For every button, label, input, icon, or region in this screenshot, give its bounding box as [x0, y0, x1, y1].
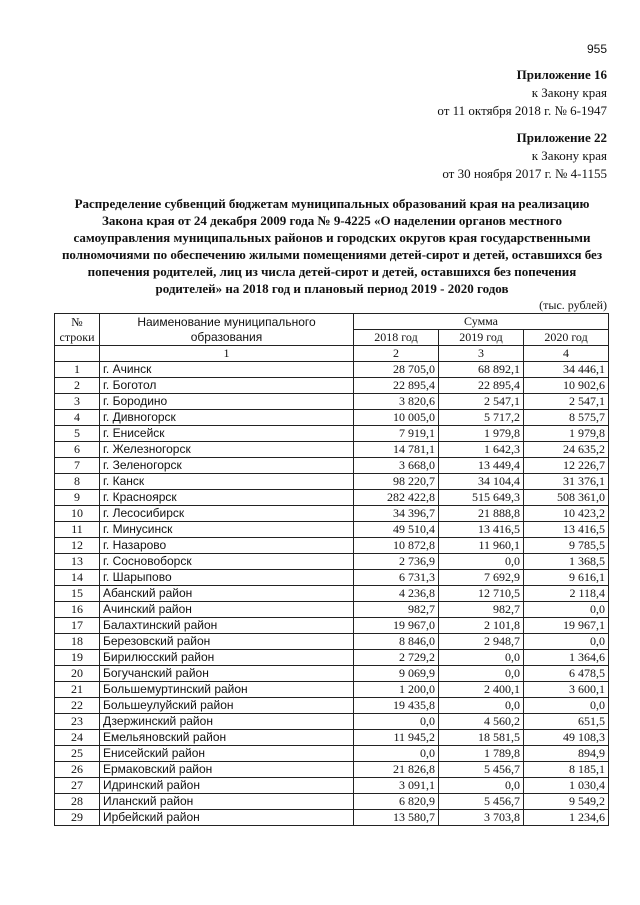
- municipality-name-cell: г. Минусинск: [100, 522, 354, 538]
- amount-2019-cell: 7 692,9: [439, 570, 524, 586]
- amount-2018-cell: 4 236,8: [354, 586, 439, 602]
- header-year-2018: 2018 год: [354, 330, 439, 346]
- amount-2018-cell: 13 580,7: [354, 810, 439, 826]
- header-sum: Сумма: [354, 314, 609, 330]
- amount-2018-cell: 10 872,8: [354, 538, 439, 554]
- table-row: [55, 506, 609, 522]
- amount-2020-cell: 3 600,1: [524, 682, 609, 698]
- amount-2019-cell: 34 104,4: [439, 474, 524, 490]
- header-row-number-line2: строки: [59, 329, 95, 344]
- amount-2018-cell: 6 820,9: [354, 794, 439, 810]
- table-row: [55, 442, 609, 458]
- municipality-name-cell: г. Красноярск: [100, 490, 354, 506]
- row-number-cell: 21: [55, 682, 100, 698]
- amount-2020-cell: 24 635,2: [524, 442, 609, 458]
- table-row: [55, 538, 609, 554]
- row-number-cell: 7: [55, 458, 100, 474]
- amount-2018-cell: 21 826,8: [354, 762, 439, 778]
- amount-2020-cell: 0,0: [524, 634, 609, 650]
- amount-2020-cell: 8 575,7: [524, 410, 609, 426]
- amount-2018-cell: 11 945,2: [354, 730, 439, 746]
- row-number-cell: 24: [55, 730, 100, 746]
- row-number-cell: 9: [55, 490, 100, 506]
- amount-2019-cell: 0,0: [439, 554, 524, 570]
- municipality-name-cell: г. Сосновоборск: [100, 554, 354, 570]
- units-label: (тыс. рублей): [539, 298, 607, 312]
- amount-2019-cell: 2 101,8: [439, 618, 524, 634]
- amount-2020-cell: 1 368,5: [524, 554, 609, 570]
- amount-2018-cell: 98 220,7: [354, 474, 439, 490]
- table-row: [55, 650, 609, 666]
- row-number-cell: 19: [55, 650, 100, 666]
- amount-2018-cell: 9 069,9: [354, 666, 439, 682]
- amount-2019-cell: 5 456,7: [439, 794, 524, 810]
- amount-2018-cell: 49 510,4: [354, 522, 439, 538]
- amount-2019-cell: 3 703,8: [439, 810, 524, 826]
- table-row: [55, 490, 609, 506]
- row-number-cell: 11: [55, 522, 100, 538]
- amount-2018-cell: 6 731,3: [354, 570, 439, 586]
- appendix-22-line1: к Закону края: [531, 148, 607, 163]
- amount-2018-cell: 2 736,9: [354, 554, 439, 570]
- municipality-name-cell: Иланский район: [100, 794, 354, 810]
- amount-2018-cell: 28 705,0: [354, 362, 439, 378]
- row-number-cell: 13: [55, 554, 100, 570]
- amount-2020-cell: 6 478,5: [524, 666, 609, 682]
- table-body: [55, 362, 609, 826]
- appendix-16-line1: к Закону края: [531, 85, 607, 100]
- column-index-3: 3: [439, 346, 524, 362]
- municipality-name-cell: Ирбейский район: [100, 810, 354, 826]
- column-index-empty: [55, 346, 100, 362]
- municipality-name-cell: г. Бородино: [100, 394, 354, 410]
- row-number-cell: 27: [55, 778, 100, 794]
- table-row: [55, 570, 609, 586]
- table-row: [55, 410, 609, 426]
- amount-2020-cell: 49 108,3: [524, 730, 609, 746]
- table-row: [55, 730, 609, 746]
- amount-2019-cell: 13 449,4: [439, 458, 524, 474]
- amount-2018-cell: 22 895,4: [354, 378, 439, 394]
- table-row: [55, 698, 609, 714]
- amount-2018-cell: 3 091,1: [354, 778, 439, 794]
- subsidy-table: [54, 313, 609, 826]
- amount-2018-cell: 19 435,8: [354, 698, 439, 714]
- header-year-2019: 2019 год: [439, 330, 524, 346]
- row-number-cell: 14: [55, 570, 100, 586]
- table-row: [55, 554, 609, 570]
- amount-2020-cell: 34 446,1: [524, 362, 609, 378]
- table-header-row: [55, 314, 609, 330]
- amount-2020-cell: 0,0: [524, 602, 609, 618]
- amount-2018-cell: 0,0: [354, 714, 439, 730]
- amount-2018-cell: 19 967,0: [354, 618, 439, 634]
- table-row: [55, 602, 609, 618]
- row-number-cell: 20: [55, 666, 100, 682]
- amount-2020-cell: 0,0: [524, 698, 609, 714]
- amount-2020-cell: 1 364,6: [524, 650, 609, 666]
- header-row-number-line1: №: [71, 314, 83, 329]
- row-number-cell: 15: [55, 586, 100, 602]
- amount-2019-cell: 5 456,7: [439, 762, 524, 778]
- appendix-16-line2: от 11 октября 2018 г. № 6-1947: [437, 103, 607, 118]
- table-row: [55, 474, 609, 490]
- amount-2018-cell: 982,7: [354, 602, 439, 618]
- municipality-name-cell: г. Шарыпово: [100, 570, 354, 586]
- amount-2019-cell: 4 560,2: [439, 714, 524, 730]
- amount-2019-cell: 5 717,2: [439, 410, 524, 426]
- amount-2020-cell: 9 549,2: [524, 794, 609, 810]
- amount-2018-cell: 10 005,0: [354, 410, 439, 426]
- amount-2018-cell: 34 396,7: [354, 506, 439, 522]
- amount-2020-cell: 2 118,4: [524, 586, 609, 602]
- municipality-name-cell: Большеулуйский район: [100, 698, 354, 714]
- appendix-22-title: Приложение 22: [516, 130, 607, 145]
- amount-2019-cell: 1 789,8: [439, 746, 524, 762]
- table-row: [55, 586, 609, 602]
- appendix-16-title: Приложение 16: [516, 67, 607, 82]
- amount-2018-cell: 8 846,0: [354, 634, 439, 650]
- row-number-cell: 16: [55, 602, 100, 618]
- amount-2019-cell: 21 888,8: [439, 506, 524, 522]
- amount-2018-cell: 1 200,0: [354, 682, 439, 698]
- municipality-name-cell: Бирилюсский район: [100, 650, 354, 666]
- municipality-name-cell: Абанский район: [100, 586, 354, 602]
- table-row: [55, 682, 609, 698]
- municipality-name-cell: Ачинский район: [100, 602, 354, 618]
- amount-2018-cell: 3 668,0: [354, 458, 439, 474]
- municipality-name-cell: Балахтинский район: [100, 618, 354, 634]
- amount-2020-cell: 1 979,8: [524, 426, 609, 442]
- row-number-cell: 17: [55, 618, 100, 634]
- municipality-name-cell: Ермаковский район: [100, 762, 354, 778]
- row-number-cell: 29: [55, 810, 100, 826]
- column-index-4: 4: [524, 346, 609, 362]
- column-index-1: 1: [100, 346, 354, 362]
- amount-2019-cell: 982,7: [439, 602, 524, 618]
- amount-2020-cell: 9 616,1: [524, 570, 609, 586]
- amount-2019-cell: 68 892,1: [439, 362, 524, 378]
- amount-2020-cell: 12 226,7: [524, 458, 609, 474]
- municipality-name-cell: Богучанский район: [100, 666, 354, 682]
- row-number-cell: 1: [55, 362, 100, 378]
- municipality-name-cell: Большемуртинский район: [100, 682, 354, 698]
- municipality-name-cell: г. Дивногорск: [100, 410, 354, 426]
- municipality-name-cell: г. Канск: [100, 474, 354, 490]
- row-number-cell: 5: [55, 426, 100, 442]
- amount-2019-cell: 13 416,5: [439, 522, 524, 538]
- row-number-cell: 28: [55, 794, 100, 810]
- amount-2018-cell: 2 729,2: [354, 650, 439, 666]
- appendix-22-block: [442, 129, 607, 183]
- municipality-name-cell: г. Лесосибирск: [100, 506, 354, 522]
- amount-2020-cell: 9 785,5: [524, 538, 609, 554]
- municipality-name-cell: г. Боготол: [100, 378, 354, 394]
- table-row: [55, 778, 609, 794]
- amount-2019-cell: 12 710,5: [439, 586, 524, 602]
- municipality-name-cell: г. Назарово: [100, 538, 354, 554]
- amount-2020-cell: 894,9: [524, 746, 609, 762]
- appendix-22-line2: от 30 ноября 2017 г. № 4-1155: [442, 166, 607, 181]
- table-row: [55, 762, 609, 778]
- amount-2020-cell: 2 547,1: [524, 394, 609, 410]
- municipality-name-cell: Березовский район: [100, 634, 354, 650]
- row-number-cell: 10: [55, 506, 100, 522]
- table-column-index-row: [55, 346, 609, 362]
- amount-2020-cell: 10 902,6: [524, 378, 609, 394]
- amount-2019-cell: 515 649,3: [439, 490, 524, 506]
- page-number: 955: [586, 42, 607, 56]
- amount-2020-cell: 8 185,1: [524, 762, 609, 778]
- municipality-name-cell: г. Железногорск: [100, 442, 354, 458]
- row-number-cell: 26: [55, 762, 100, 778]
- header-row-number: [55, 314, 100, 346]
- amount-2018-cell: 282 422,8: [354, 490, 439, 506]
- municipality-name-cell: г. Зеленогорск: [100, 458, 354, 474]
- amount-2019-cell: 2 948,7: [439, 634, 524, 650]
- amount-2019-cell: 1 979,8: [439, 426, 524, 442]
- amount-2020-cell: 1 030,4: [524, 778, 609, 794]
- row-number-cell: 8: [55, 474, 100, 490]
- header-year-2020: 2020 год: [524, 330, 609, 346]
- row-number-cell: 23: [55, 714, 100, 730]
- amount-2019-cell: 0,0: [439, 698, 524, 714]
- amount-2019-cell: 22 895,4: [439, 378, 524, 394]
- amount-2018-cell: 7 919,1: [354, 426, 439, 442]
- table-row: [55, 714, 609, 730]
- amount-2020-cell: 10 423,2: [524, 506, 609, 522]
- municipality-name-cell: г. Ачинск: [100, 362, 354, 378]
- table-row: [55, 746, 609, 762]
- amount-2019-cell: 2 400,1: [439, 682, 524, 698]
- municipality-name-cell: Дзержинский район: [100, 714, 354, 730]
- amount-2020-cell: 13 416,5: [524, 522, 609, 538]
- municipality-name-cell: г. Енисейск: [100, 426, 354, 442]
- table-row: [55, 634, 609, 650]
- table-row: [55, 458, 609, 474]
- table-row: [55, 426, 609, 442]
- amount-2019-cell: 11 960,1: [439, 538, 524, 554]
- table-row: [55, 618, 609, 634]
- header-name-line2: образования: [190, 329, 263, 344]
- table-row: [55, 794, 609, 810]
- amount-2019-cell: 0,0: [439, 650, 524, 666]
- table-row: [55, 378, 609, 394]
- table-row: [55, 810, 609, 826]
- amount-2020-cell: 1 234,6: [524, 810, 609, 826]
- amount-2018-cell: 3 820,6: [354, 394, 439, 410]
- amount-2019-cell: 18 581,5: [439, 730, 524, 746]
- amount-2019-cell: 1 642,3: [439, 442, 524, 458]
- table-row: [55, 666, 609, 682]
- table-row: [55, 522, 609, 538]
- row-number-cell: 18: [55, 634, 100, 650]
- amount-2019-cell: 2 547,1: [439, 394, 524, 410]
- appendix-16-block: [437, 66, 607, 120]
- row-number-cell: 4: [55, 410, 100, 426]
- column-index-2: 2: [354, 346, 439, 362]
- header-name-line1: Наименование муниципального: [137, 314, 316, 329]
- table-row: [55, 362, 609, 378]
- table-row: [55, 394, 609, 410]
- row-number-cell: 25: [55, 746, 100, 762]
- document-title: Распределение субвенций бюджетам муниципальных образований края на реализацию Закона края от 24 декабря 2009 года № 9-4225 «О наделении органов местного самоуправления муниципальных районов и городских округов края государственными полномочиями по обеспечению жилыми помещениями детей-сирот и детей, оставшихся без попечения родителей, лиц из числа детей-сирот и детей, оставшихся без попечения родителей» на 2018 год и плановый период 2019 - 2020 годов: [61, 196, 603, 296]
- row-number-cell: 12: [55, 538, 100, 554]
- row-number-cell: 22: [55, 698, 100, 714]
- header-municipality-name: [100, 314, 354, 346]
- row-number-cell: 3: [55, 394, 100, 410]
- row-number-cell: 6: [55, 442, 100, 458]
- amount-2018-cell: 14 781,1: [354, 442, 439, 458]
- amount-2019-cell: 0,0: [439, 666, 524, 682]
- amount-2018-cell: 0,0: [354, 746, 439, 762]
- municipality-name-cell: Емельяновский район: [100, 730, 354, 746]
- amount-2020-cell: 651,5: [524, 714, 609, 730]
- municipality-name-cell: Енисейский район: [100, 746, 354, 762]
- amount-2020-cell: 508 361,0: [524, 490, 609, 506]
- row-number-cell: 2: [55, 378, 100, 394]
- amount-2020-cell: 19 967,1: [524, 618, 609, 634]
- amount-2020-cell: 31 376,1: [524, 474, 609, 490]
- municipality-name-cell: Идринский район: [100, 778, 354, 794]
- amount-2019-cell: 0,0: [439, 778, 524, 794]
